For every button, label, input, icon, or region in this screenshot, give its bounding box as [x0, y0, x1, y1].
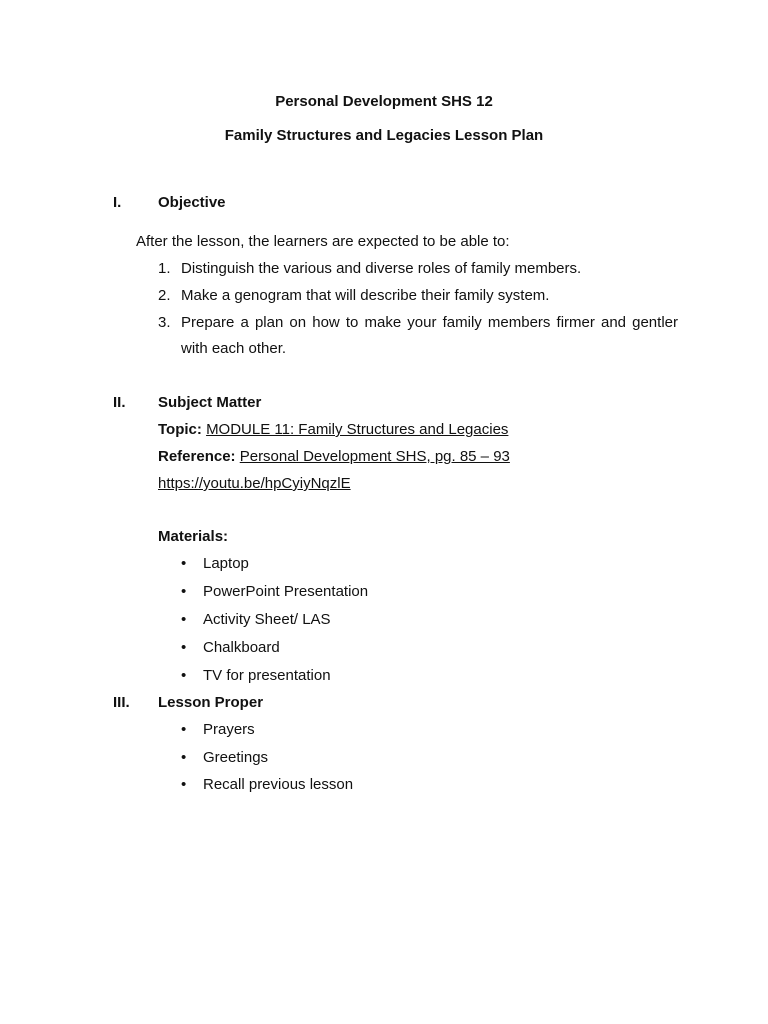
materials-item: Laptop — [203, 555, 249, 572]
bullet-icon: • — [181, 667, 187, 684]
reference-label: Reference: — [158, 448, 236, 465]
reference-value: Personal Development SHS, pg. 85 – 93 — [239, 448, 510, 465]
section-heading-subject-matter: Subject Matter — [158, 394, 262, 411]
bullet-icon: • — [181, 721, 187, 738]
bullet-icon: • — [181, 639, 187, 656]
section-numeral-objective: I. — [113, 194, 122, 211]
topic-line — [158, 421, 508, 439]
bullet-icon: • — [181, 555, 187, 572]
bullet-icon: • — [181, 611, 187, 628]
reference-line — [158, 448, 510, 466]
objective-item-number: 1. — [158, 260, 171, 277]
objective-item-number: 2. — [158, 287, 171, 304]
objective-item-text: Prepare a plan on how to make your family members firmer and gentler — [181, 314, 678, 331]
bullet-icon: • — [181, 583, 187, 600]
section-numeral-lesson-proper: III. — [113, 694, 130, 711]
lesson-proper-item: Recall previous lesson — [203, 776, 354, 793]
objective-item-text: Distinguish the various and diverse roles of family members. — [181, 260, 582, 277]
lesson-proper-item: Greetings — [203, 749, 269, 766]
objective-item-text: Make a genogram that will describe their family system. — [181, 287, 550, 304]
materials-item: Activity Sheet/ LAS — [203, 611, 331, 628]
bullet-icon: • — [181, 749, 187, 766]
materials-item: PowerPoint Presentation — [203, 583, 369, 600]
document-title: Personal Development SHS 12 — [275, 93, 493, 110]
objective-item-text-continued: with each other. — [181, 340, 287, 357]
topic-value: MODULE 11: Family Structures and Legacies — [206, 421, 509, 438]
video-link[interactable]: https://youtu.be/hpCyiyNqzlE — [158, 475, 351, 492]
document-subtitle: Family Structures and Legacies Lesson Plan — [224, 127, 544, 144]
objective-intro: After the lesson, the learners are expected to be able to: — [136, 233, 510, 250]
materials-item: Chalkboard — [203, 639, 280, 656]
lesson-proper-item: Prayers — [203, 721, 255, 738]
bullet-icon: • — [181, 776, 187, 793]
materials-item: TV for presentation — [203, 667, 331, 684]
section-heading-objective: Objective — [158, 194, 226, 211]
section-numeral-subject-matter: II. — [113, 394, 126, 411]
materials-label: Materials: — [158, 528, 229, 545]
topic-label: Topic: — [158, 421, 202, 438]
section-heading-lesson-proper: Lesson Proper — [158, 694, 264, 711]
objective-item-number: 3. — [158, 314, 171, 331]
